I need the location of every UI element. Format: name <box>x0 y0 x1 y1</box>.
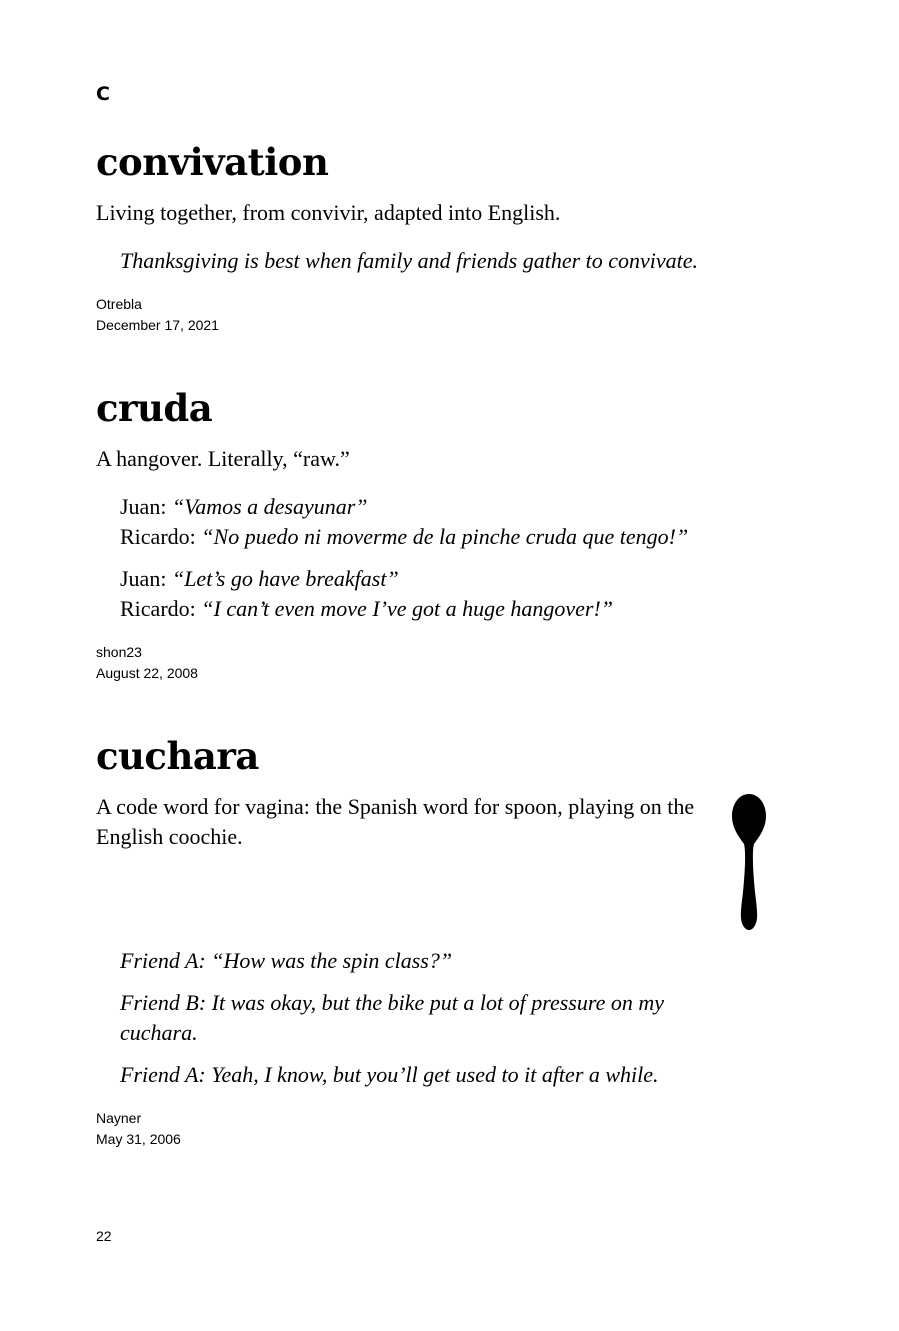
entry-term-cruda: cruda <box>96 386 213 430</box>
entry-example-convivation: Thanksgiving is best when family and friends gather to convivate. <box>120 248 699 273</box>
example-speaker: Ricardo <box>120 596 190 621</box>
section-letter: C <box>96 83 110 105</box>
example-line: Friend A: “How was the spin class?” <box>120 948 453 973</box>
example-line <box>120 594 740 624</box>
example-speaker: Ricardo <box>120 524 190 549</box>
example-speaker: Juan <box>120 566 161 591</box>
example-line: Friend A: Yeah, I know, but you’ll get used to it after a while. <box>120 1062 659 1087</box>
entry-date-cuchara: May 31, 2006 <box>96 1131 181 1147</box>
example-quote: “Let’s go have breakfast” <box>171 566 399 591</box>
entry-definition-cuchara: A code word for vagina: the Spanish word for spoon, playing on the English coochie. <box>96 794 695 849</box>
example-quote: “No puedo ni moverme de la pinche cruda que tengo!” <box>201 524 689 549</box>
entry-term-convivation: convivation <box>96 140 329 184</box>
example-quote: “I can’t even move I’ve got a huge hangover!” <box>201 596 614 621</box>
entry-author-cuchara: Nayner <box>96 1110 142 1126</box>
entry-definition-cruda: A hangover. Literally, “raw.” <box>96 446 350 471</box>
example-line <box>120 564 740 594</box>
example-separator: : <box>160 494 172 519</box>
example-line: Friend B: It was okay, but the bike put a lot of pressure on my cuchara. <box>120 990 665 1045</box>
entry-date-convivation: December 17, 2021 <box>96 317 219 333</box>
example-separator: : <box>160 566 172 591</box>
entry-author-convivation: Otrebla <box>96 296 142 312</box>
entry-term-cuchara: cuchara <box>96 734 259 778</box>
example-speaker: Juan <box>120 494 161 519</box>
example-separator: : <box>189 596 202 621</box>
page-number: 22 <box>96 1228 112 1244</box>
example-line <box>120 522 740 552</box>
spoon-icon <box>730 792 768 932</box>
example-quote: “Vamos a desayunar” <box>171 494 368 519</box>
example-separator: : <box>189 524 202 549</box>
entry-definition-convivation: Living together, from convivir, adapted into English. <box>96 200 561 225</box>
entry-author-cruda: shon23 <box>96 644 142 660</box>
entry-date-cruda: August 22, 2008 <box>96 665 198 681</box>
example-line <box>120 492 740 522</box>
